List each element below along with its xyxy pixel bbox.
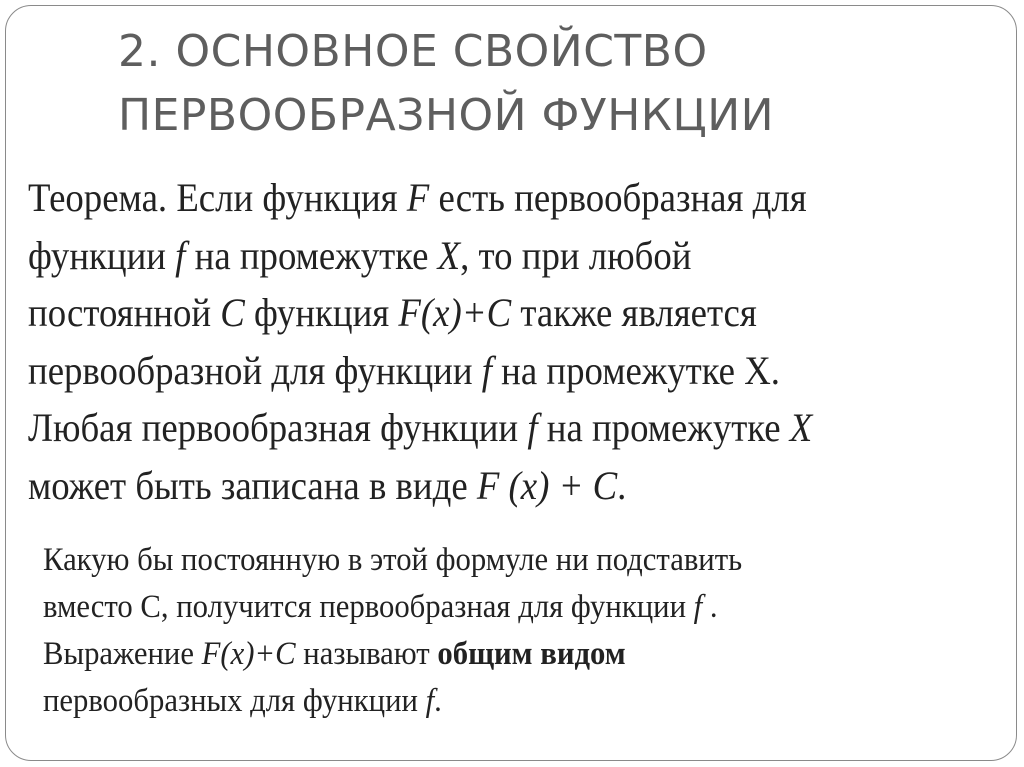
slide-frame [5, 5, 1017, 761]
title-line-2: ПЕРВООБРАЗНОЙ ФУНКЦИИ [118, 90, 775, 141]
theorem-line-2: функции f на промежутке X, то при любой [28, 232, 692, 278]
note-line-1: Какую бы постоянную в этой формуле ни подставить [43, 542, 743, 578]
title-line-1: 2. ОСНОВНОЕ СВОЙСТВО [118, 26, 708, 77]
theorem-line-1: Теорема. Если функция F есть первообразная для [28, 175, 807, 220]
note-text [43, 537, 1003, 725]
theorem-line-5: Любая первообразная функции f на промежутке X [28, 405, 813, 450]
note-line-3: Выражение F(x)+C называют общим видом [43, 636, 626, 672]
theorem-line-6: может быть записана в виде F (x) + C. [28, 462, 627, 508]
general-form-term: общим видом [437, 636, 626, 672]
theorem-line-4: первообразной для функции f на промежутке X. [28, 347, 780, 393]
slide-title [118, 20, 998, 148]
note-line-4: первообразных для функции f. [43, 683, 442, 719]
theorem-text [28, 169, 1018, 514]
theorem-line-3: постоянной C функция F(x)+C также является [28, 290, 757, 335]
note-line-2: вместо С, получится первообразная для функции f . [43, 589, 718, 625]
